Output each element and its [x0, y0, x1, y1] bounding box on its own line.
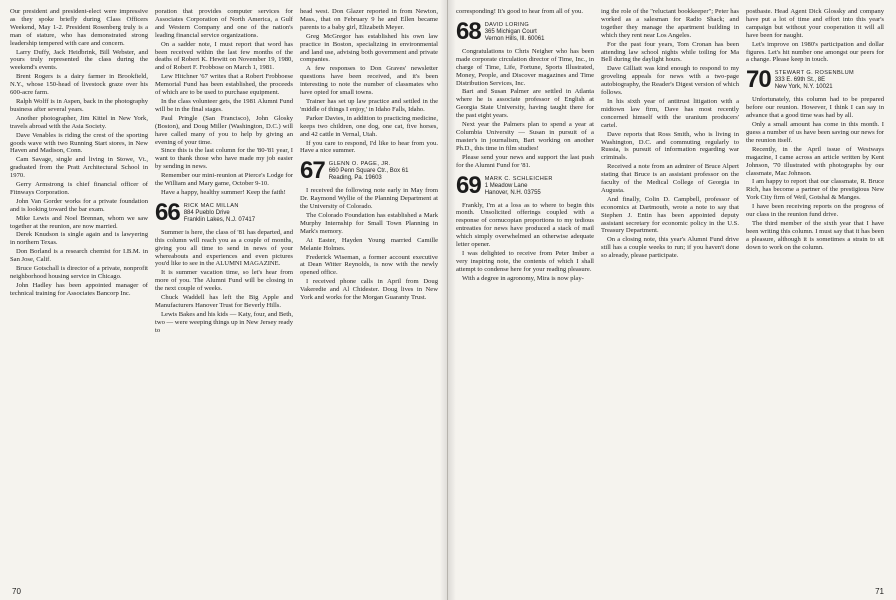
class-header-69: [456, 171, 594, 199]
paragraph: At Easter, Hayden Young married Camille Melanie Holmes.: [300, 236, 438, 252]
paragraph: I have been receiving reports on the progress of our class in the reunion fund drive.: [746, 203, 884, 219]
class-number: 69: [456, 171, 481, 199]
class-secretary-address: [485, 175, 553, 197]
class-secretary-address: [329, 160, 409, 182]
paragraph: Dave Gilliatt was kind enough to respond to my groveling appeals for news with a two-page autobiography, the Reader's Digest version of which follows.: [601, 65, 739, 97]
paragraph: Since this is the last column for the '80-'81 year, I want to thank those who have made my job easier by sending in news.: [155, 147, 293, 171]
paragraph: Let's improve on 1980's participation and dollar figures. Let's hit number one amongst our peers for a change. Please keep in touch.: [746, 40, 884, 64]
paragraph: A few responses to Don Graves' newsletter questions have been received, and it's been interesting to note the number of classmates who have opted for small towns.: [300, 65, 438, 97]
paragraph: John Hadley has been appointed manager of technical training for Associates Bancorp Inc.: [10, 281, 148, 297]
paragraph: On a sadder note, I must report that word has been received within the last few months of the deaths of Robert K. Hewitt on November 19, 1980, and of Robert F. Frobbose on March 1, 1981.: [155, 40, 293, 72]
paragraph: Please send your news and support the last push for the Alumni Fund for '81.: [456, 153, 594, 169]
paragraph: I am happy to report that our classmate, R. Bruce Rich, has become a partner of the prestigious New York City firm of Weil, Gotshal & Manges.: [746, 178, 884, 202]
paragraph: Lewis Bakes and his kids — Katy, four, and Beth, two — were weeping things up in New Jersey ready to: [155, 310, 293, 334]
paragraph: Mike Lewis and Noel Brennan, whom we saw together at the reunion, are now married.: [10, 214, 148, 230]
paragraph: corresponding! It's good to hear from all of you.: [456, 8, 583, 15]
paragraph: I received the following note early in May from Dr. Raymond Wyllie of the Planning Department at the University of Colorado.: [300, 187, 438, 211]
right-column-3: [746, 8, 884, 580]
address-line: Reading, Pa. 19603: [328, 175, 382, 182]
address-line: 660 Penn Square Ctr., Box 61: [328, 168, 409, 175]
class-number: 66: [155, 198, 180, 226]
class-number: 67: [300, 157, 325, 185]
paragraph: Don Borland is a research chemist for I.B.M. in San Jose, Calif.: [10, 248, 148, 264]
class-number: 70: [746, 66, 771, 94]
paragraph: Ralph Wolff is in Aspen, back in the photography business after several years.: [10, 97, 148, 113]
paragraph: Next year the Palmers plan to spend a year at Columbia University — Susan in pursuit of a master's in journalism, Bart working on another Ph.D., this time in film studies!: [456, 121, 594, 152]
paragraph: Summer is here, the class of '81 has departed, and this column will reach you as a couple of months, giving you all time to send in news of your whereabouts and experiences and even pictures you'd like to see in the ALUMNI MAGAZINE.: [155, 228, 293, 268]
left-column-2: [155, 8, 293, 580]
paragraph: Received a note from an admirer of Bruce Alpert stating that Bruce is an assistant professor on the faculty of the Medical College of Georgia in Augusta.: [601, 163, 739, 194]
paragraph: Bruce Gotschall is director of a private, nonprofit neighborhood housing service in Chicago.: [10, 265, 148, 280]
paragraph: Frederick Wiseman, a former account executive at Dean Witter Reynolds, is now with the newly opened office.: [300, 253, 438, 277]
paragraph: Frankly, I'm at a loss as to where to begin this month. Unsolicited offerings coupled with a response of cornucopian proportions to my tedious entreaties for news have produced a stack of mail which simply overwhelmed an otherwise adequate letter opener.: [456, 201, 594, 249]
paragraph: Gerry Armstrong is chief financial officer of Fitnways Corporation.: [10, 181, 148, 196]
address-line: 365 Michigan Court: [484, 28, 537, 35]
class-secretary-address: [184, 202, 255, 224]
paragraph: Cam Savage, single and living in Stowe, Vt., graduated from the Pratt Architectural School in 1970.: [10, 156, 148, 180]
paragraph: Trainer has set up law practice and settled in the 'middle of things I enjoy,' in Idaho Falls, Idaho.: [300, 97, 438, 113]
address-line: Hanover, N.H. 03755: [484, 189, 541, 196]
paragraph: If you care to respond, I'd like to hear from you. Have a nice summer.: [300, 139, 438, 155]
paragraph: Our president and president-elect were impressive as they spoke briefly during Class Officers Weekend, May 1-2. President Rosenberg truly is a man of stature, who has demonstrated strong leadership tempered with care and concern.: [10, 8, 148, 47]
right-column-2: [601, 8, 739, 580]
address-line: New York, N.Y. 10021: [774, 84, 833, 91]
paragraph: poration that provides computer services for Associates Corporation of North America, a Gulf and Western Company and one of the nation's leading financial service organizations.: [155, 8, 293, 39]
address-line: 333 E. 69th St., 8E: [774, 77, 826, 84]
class-header-67: [300, 157, 438, 185]
secretary-name: GLENN O. PAGE, JR.: [328, 161, 391, 168]
paragraph: Only a small amount has come in this month. I guess a number of us have been saving our news for the reunion itself.: [746, 121, 884, 144]
paragraph: John Van Gorder works for a private foundation and is looking toward the bar exam.: [10, 197, 148, 213]
class-secretary-address: [485, 21, 545, 43]
paragraph: Unfortunately, this column had to be prepared before our reunion. However, I think I can say in advance that a good time was had by all.: [746, 96, 884, 120]
left-column-1: [10, 8, 148, 580]
page-number: 70: [12, 587, 21, 596]
paragraph: Brent Rogers is a dairy farmer in Brookfield, N.Y., whose 150-head of livestock graze over his 600-acre farm.: [10, 73, 148, 97]
paragraph: Paul Pringle (San Francisco), John Glosky (Boston), and Doug Miller (Washington, D.C.) will have called many of you to help by giving an evening of your time.: [155, 114, 293, 146]
paragraph: Larry Duffy, Jack Heidbrink, Bill Webster, and yours truly represented the class during the weekend's events.: [10, 48, 148, 72]
right-column-1: [456, 8, 594, 580]
paragraph: In the class volunteer gets, the 1981 Alumni Fund will be in the final stages.: [155, 97, 293, 113]
paragraph: head west. Don Glazer reported in from Newton, Mass., that on February 9 he and Ellen became parents to a baby girl, Elizabeth Meyer.: [300, 8, 438, 31]
address-line: Vernon Hills, Ill. 60061: [484, 35, 545, 42]
paragraph: Dave reports that Ross Smith, who is living in Washington, D.C. and commuting regularly to Russia, is pursuit of information regarding war criminals.: [601, 130, 739, 162]
secretary-name: RICK MAC MILLAN: [183, 202, 239, 209]
secretary-name: MARK C. SCHLEICHER: [484, 175, 553, 182]
paragraph: I received phone calls in April from Doug Vakeredie and Al Chidester. Doug lives in New York and works for the Morgan Guaranty Trust.: [300, 278, 438, 302]
class-header-66: [155, 198, 293, 226]
page-number: 71: [875, 587, 884, 596]
paragraph: Bart and Susan Palmer are settled in Atlanta where he is associate professor of English at Georgia State University, having taught there for the past eight years.: [456, 88, 594, 120]
left-column-3: [300, 8, 438, 580]
paragraph: Parker Davies, in addition to practicing medicine, keeps two children, one dog, one cat, five horses, and 42 cattle in Vernal, Utah.: [300, 114, 438, 138]
class-number: 68: [456, 17, 481, 45]
paragraph: I was delighted to receive from Peter Imber a very inspiring note, the contents of which I shall attempt to condense here for your reading pleasure.: [456, 249, 594, 273]
secretary-name: STEWART G. ROSENBLUM: [774, 70, 855, 77]
address-line: 884 Pueblo Drive: [183, 209, 230, 216]
paragraph: Remember our mini-reunion at Pierce's Lodge for the William and Mary game, October 9-10.: [155, 172, 293, 188]
paragraph: Recently, in the April issue of Westways magazine, I came across an article written by Kent Johnson, '70 illustrated with photographs by our classmate, Mac Johnson.: [746, 145, 884, 177]
paragraph: With a degree in agronomy, Mira is now play-: [462, 274, 584, 282]
paragraph: And finally, Colin D. Campbell, professor of economics at Dartmouth, wrote a note to say that Stephen J. Entin has been appointed deputy assistant secretary for economic policy in the U.S. Treasury Department.: [601, 195, 739, 235]
paragraph: Chuck Waddell has left the Big Apple and Manufacturers Hanover Trust for Beverly Hills.: [155, 294, 293, 309]
paragraph: For the past four years, Tom Cronan has been attending law school nights while toiling for Ma Bell during the daylight hours.: [601, 40, 739, 64]
secretary-name: DAVID LORING: [484, 21, 530, 28]
paragraph: The third member of the sixth year that I have been writing this column. I must say that it has been a pleasure, although it is sometimes a strain to sit down to work on the column.: [746, 219, 884, 251]
address-line: Franklin Lakes, N.J. 07417: [183, 216, 256, 223]
class-header-70: [746, 66, 884, 94]
paragraph: Derek Knudson is single again and is lawyering in northern Texas.: [10, 231, 148, 247]
paragraph: Lew Hitchner '67 writes that a Robert Frobboese Memorial Fund has been established, the proceeds of which are to be used to purchase equipment.: [155, 73, 293, 97]
paragraph: Congratulations to Chris Neigher who has been made corporate circulation director of Time, Inc., in charge of Time, Life, Fortune, Sports Illustrated, Money, People, and Discover magazines and Time Distribution Services, Inc.: [456, 47, 594, 87]
paragraph: The Colorado Foundation has established a Mark Murphy Internship for Small Town Planning in Mark's memory.: [300, 212, 438, 235]
paragraph: In his sixth year of antitrust litigation with a midtown law firm, Dave has most recently concerned himself with the uranium producers' cartel.: [601, 97, 739, 129]
paragraph: Another photographer, Jim Kittel in New York, travels abroad with the Asia Society.: [10, 114, 148, 130]
paragraph: It is summer vacation time, so let's hear from more of you. The Alumni Fund will be closing in the next couple of weeks.: [155, 269, 293, 293]
paragraph: Dave Venables is riding the crest of the sporting goods wave with two Running Start stores, in New Haven and Madison, Conn.: [10, 131, 148, 155]
class-secretary-address: [775, 69, 854, 91]
paragraph: On a closing note, this year's Alumni Fund drive still has a couple weeks to run; if you haven't done so already, please participate.: [601, 236, 739, 260]
paragraph: ing the role of the "reluctant bookkeeper"; Peter has worked as a salesman for Radio Shack; and together they manage the apartment building in which they rent near Los Angeles.: [601, 8, 739, 39]
class-header-68: [456, 17, 594, 45]
right-page: [448, 0, 896, 600]
paragraph: Have a happy, healthy summer! Keep the faith!: [161, 188, 286, 196]
paragraph: postbaste. Head Agent Dick Glossky and company have put a lot of time and effort into this year's campaign but without your cooperation it will all have been for naught.: [746, 8, 884, 39]
address-line: 1 Meadow Lane: [484, 182, 528, 189]
paragraph: Greg McGregor has established his own law practice in Boston, specializing in environmental and land use, advising both government and private companies.: [300, 32, 438, 64]
